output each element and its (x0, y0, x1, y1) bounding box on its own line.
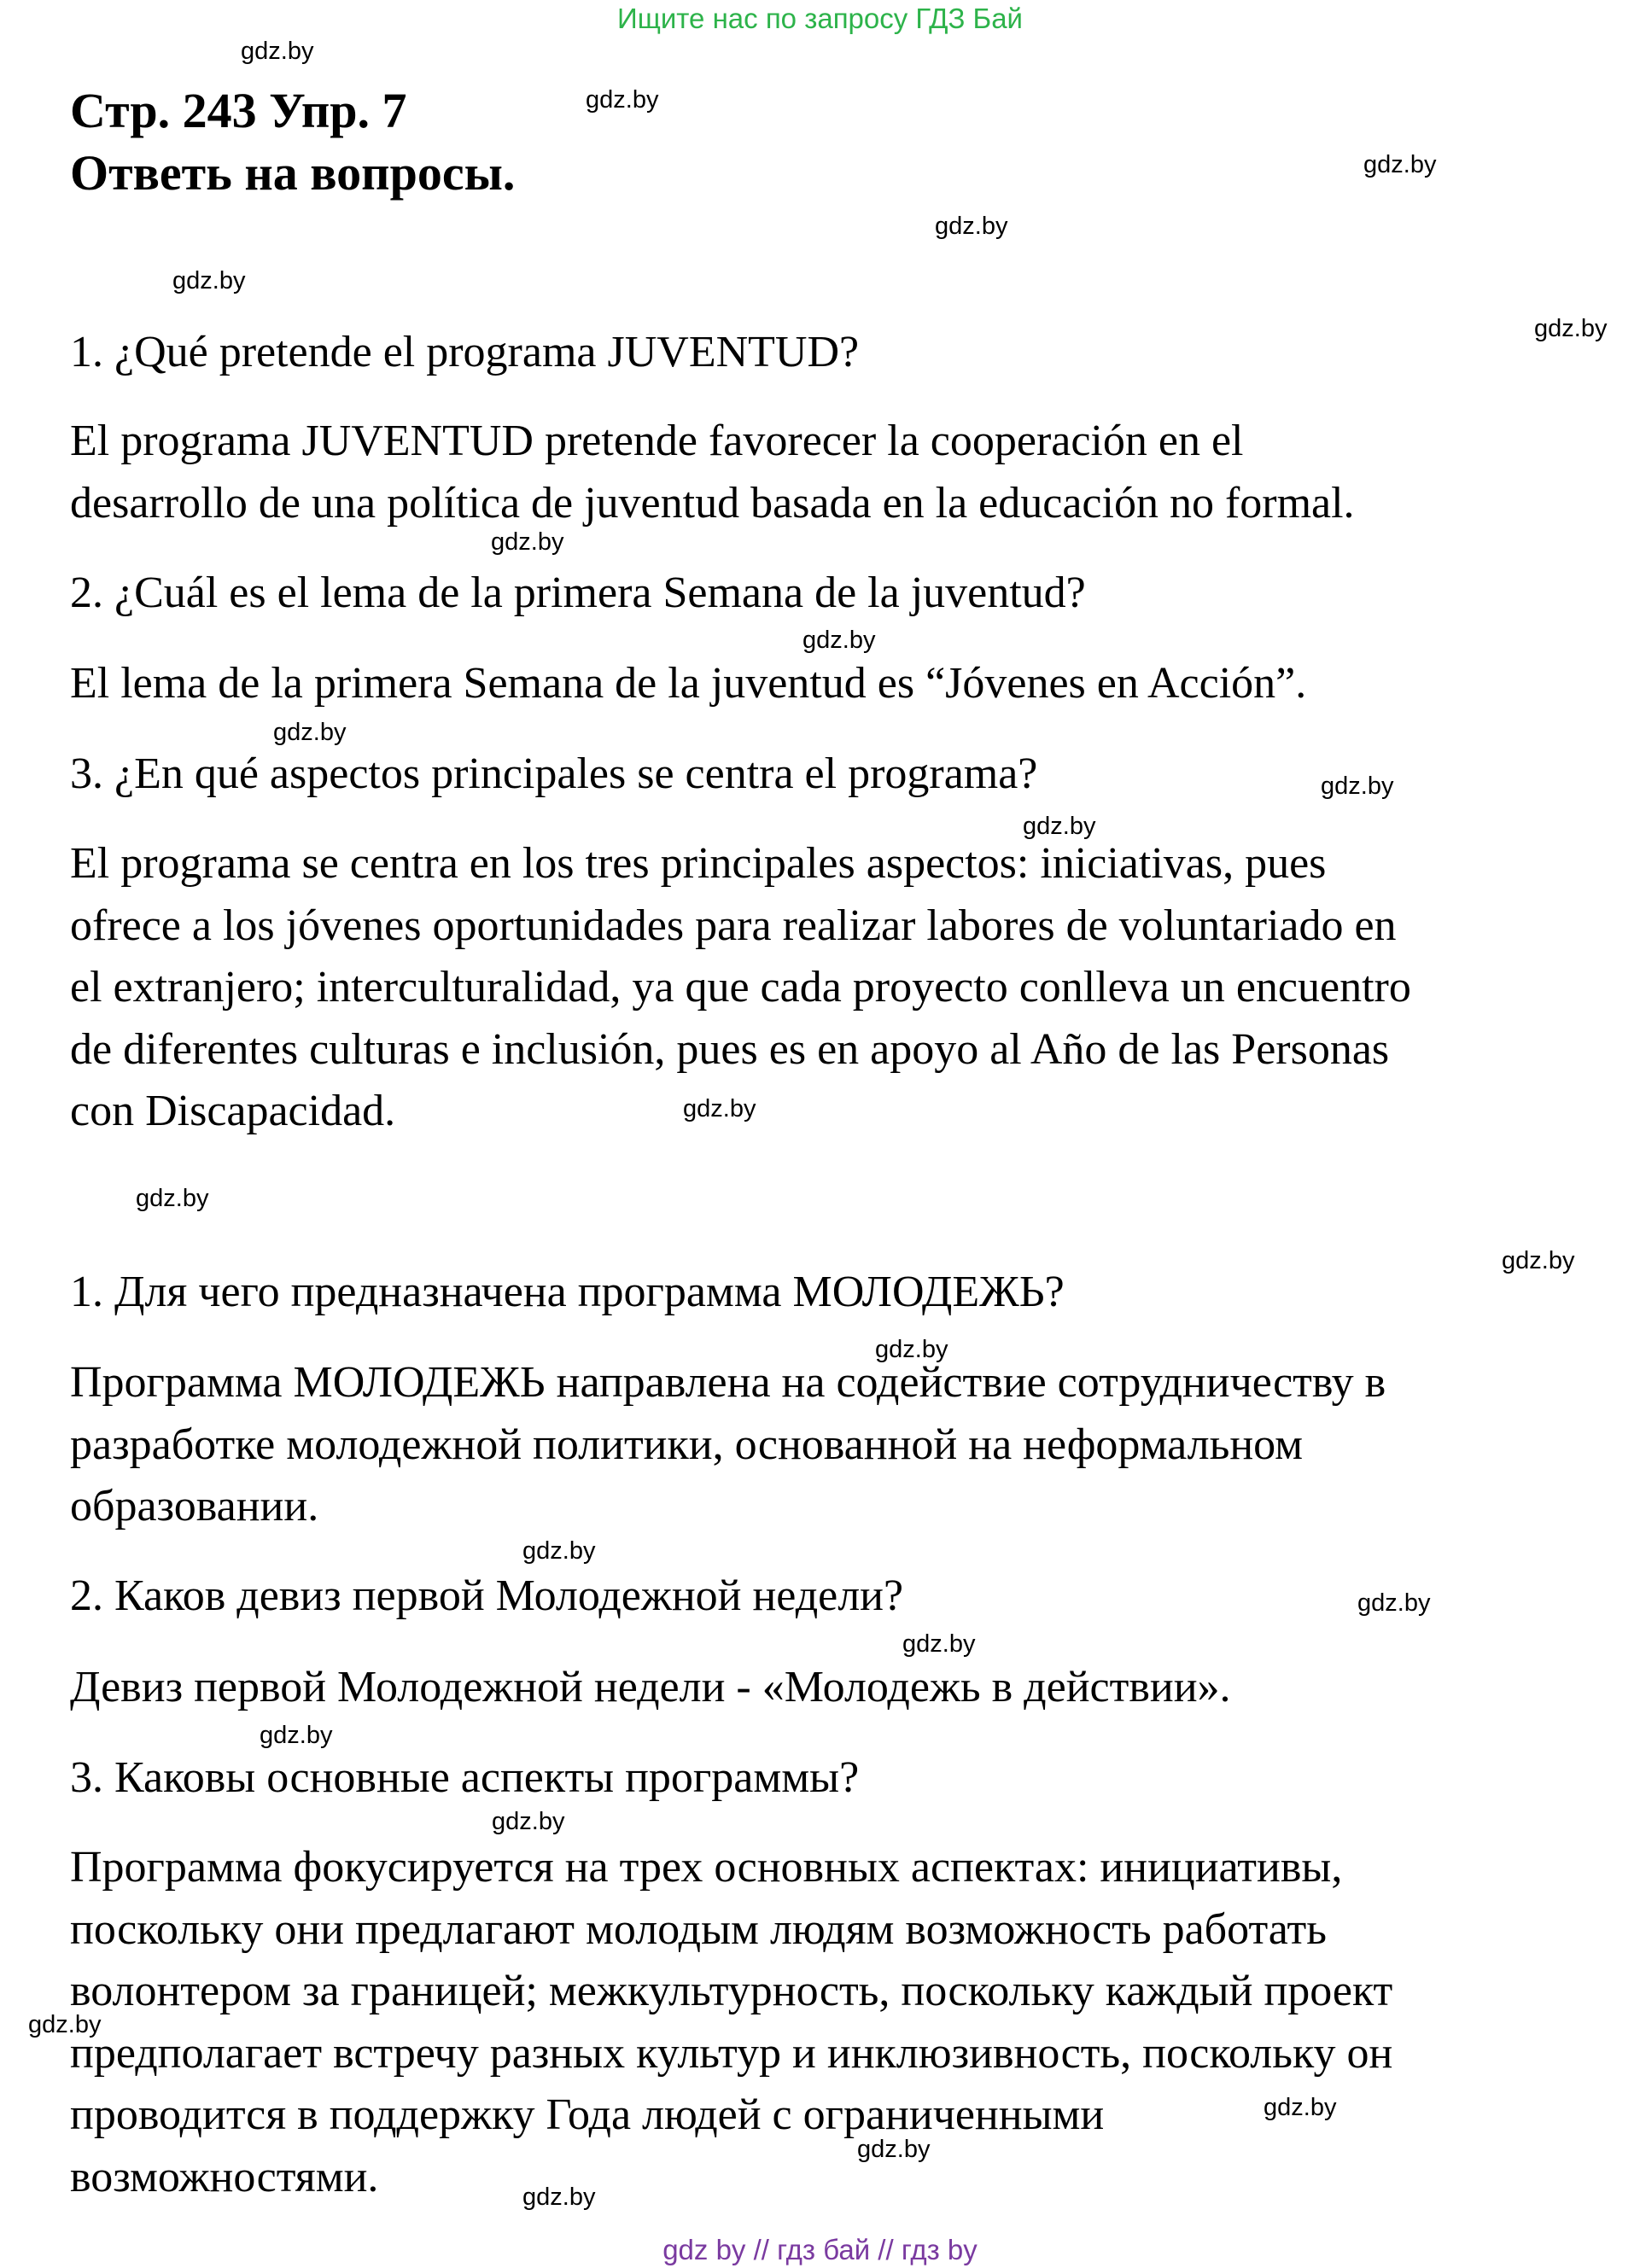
page-subtitle: Ответь на вопросы. (70, 145, 516, 201)
watermark: gdz.by (491, 528, 564, 556)
watermark: gdz.by (28, 2011, 102, 2038)
watermark: gdz.by (273, 719, 347, 746)
answer-line: de diferentes culturas e inclusión, pues es en apoyo al Año de las Personas (70, 1024, 1390, 1074)
answer-ru-1 (70, 1352, 1386, 1538)
watermark: gdz.by (1321, 773, 1394, 800)
answer-es-2: El lema de la primera Semana de la juventud es “Jóvenes en Acción”. (70, 659, 1307, 708)
watermark: gdz.by (802, 627, 876, 654)
answer-line: El programa se centra en los tres principales aspectos: iniciativas, pues (70, 839, 1327, 888)
footer-links[interactable]: gdz by // гдз бай // гдз by (662, 2234, 978, 2265)
answer-line: Программа МОЛОДЕЖЬ направлена на содействие сотрудничеству в (70, 1358, 1386, 1407)
answer-line: Программа фокусируется на трех основных аспектах: инициативы, (70, 1843, 1343, 1892)
answer-line: con Discapacidad. (70, 1087, 396, 1136)
answer-line: El programa JUVENTUD pretende favorecer la cooperación en el (70, 417, 1244, 465)
watermark: gdz.by (260, 1722, 333, 1749)
watermark: gdz.by (136, 1185, 209, 1212)
watermark: gdz.by (522, 2183, 596, 2211)
answer-es-1 (70, 411, 1355, 534)
watermark: gdz.by (1023, 813, 1096, 840)
watermark: gdz.by (1363, 151, 1437, 178)
question-ru-3: 3. Каковы основные аспекты программы? (70, 1753, 860, 1802)
header-banner[interactable]: Ищите нас по запросу ГДЗ Бай (617, 3, 1023, 34)
answer-ru-3 (70, 1837, 1392, 2209)
watermark: gdz.by (875, 1336, 948, 1363)
answer-line: предполагает встречу разных культур и инклюзивность, поскольку он (70, 2028, 1393, 2078)
watermark: gdz.by (902, 1630, 976, 1658)
question-es-3: 3. ¿En qué aspectos principales se centra el programa? (70, 749, 1038, 798)
question-ru-1: 1. Для чего предназначена программа МОЛОДЕЖЬ? (70, 1268, 1065, 1316)
page-title: Стр. 243 Упр. 7 (70, 83, 407, 138)
answer-line: образовании. (70, 1482, 319, 1531)
question-es-1: 1. ¿Qué pretende el programa JUVENTUD? (70, 328, 860, 376)
answer-line: ofrece a los jóvenes oportunidades para realizar labores de voluntariado en (70, 901, 1397, 950)
answer-line: el extranjero; interculturalidad, ya que cada proyecto conlleva un encuentro (70, 963, 1411, 1012)
watermark: gdz.by (1357, 1589, 1431, 1617)
watermark: gdz.by (857, 2136, 931, 2163)
watermark: gdz.by (1264, 2094, 1337, 2121)
answer-line: desarrollo de una política de juventud basada en la educación no formal. (70, 478, 1355, 528)
answer-line: проводится в поддержку Года людей с ограниченными (70, 2090, 1105, 2140)
answer-line: волонтером за границей; межкультурность, поскольку каждый проект (70, 1967, 1393, 2016)
answer-line: возможностями. (70, 2152, 379, 2201)
answer-line: разработке молодежной политики, основанной на неформальном (70, 1420, 1304, 1469)
answer-ru-2: Девиз первой Молодежной недели - «Молодежь в действии». (70, 1663, 1231, 1711)
answer-line: поскольку они предлагают молодым людям возможность работать (70, 1904, 1327, 1954)
question-ru-2: 2. Каков девиз первой Молодежной недели? (70, 1571, 904, 1620)
question-es-2: 2. ¿Cuál es el lema de la primera Semana de la juventud? (70, 568, 1086, 617)
watermark: gdz.by (522, 1537, 596, 1565)
watermark: gdz.by (586, 86, 659, 114)
watermark: gdz.by (1502, 1247, 1575, 1274)
watermark: gdz.by (1534, 315, 1608, 342)
watermark: gdz.by (172, 267, 246, 294)
watermark: gdz.by (935, 213, 1008, 240)
watermark: gdz.by (683, 1095, 756, 1122)
watermark: gdz.by (241, 38, 314, 65)
watermark: gdz.by (492, 1808, 565, 1835)
